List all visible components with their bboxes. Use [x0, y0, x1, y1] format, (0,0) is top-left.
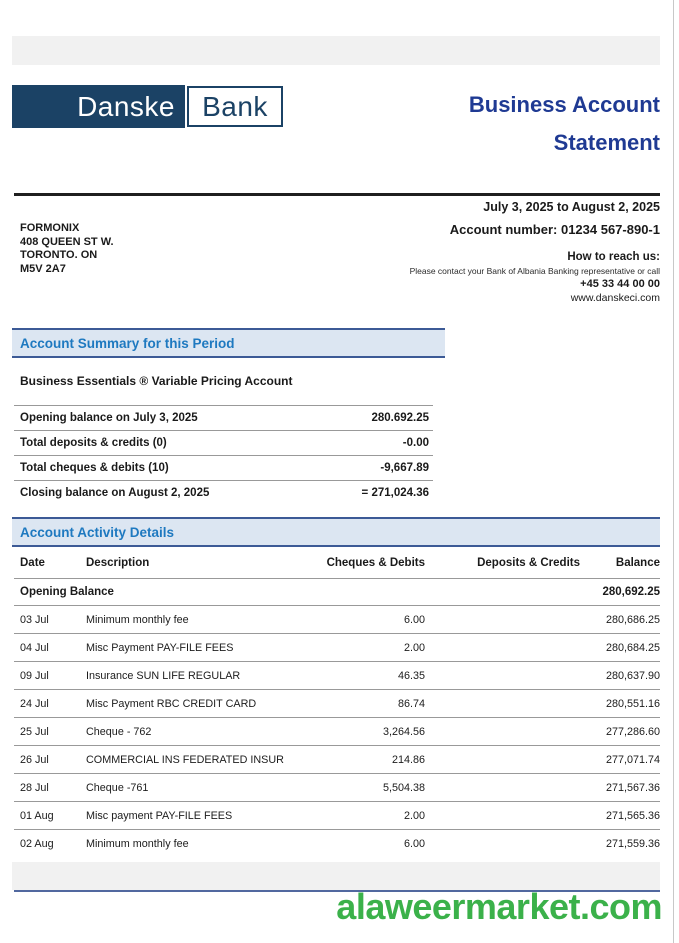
- transaction-row: [14, 745, 660, 773]
- transaction-row: [14, 829, 660, 857]
- transaction-date: 03 Jul: [20, 613, 49, 626]
- transaction-date: 09 Jul: [20, 669, 49, 682]
- summary-row: [14, 480, 433, 505]
- document-title-line1: Business Account: [468, 92, 660, 117]
- document-title: [469, 86, 660, 162]
- transaction-description: Insurance SUN LIFE REGULAR: [86, 669, 241, 682]
- customer-address-line1: 408 QUEEN ST W.: [20, 235, 114, 248]
- transaction-date: 25 Jul: [20, 725, 49, 738]
- customer-address-line3: M5V 2A7: [20, 262, 66, 275]
- transaction-balance: 271,567.36: [605, 781, 660, 794]
- transaction-row: [14, 773, 660, 801]
- summary-row-label: Total cheques & debits (10): [20, 462, 169, 474]
- account-summary-table: [14, 405, 433, 505]
- statement-period: July 3, 2025 to August 2, 2025: [483, 200, 660, 214]
- account-summary-heading: Account Summary for this Period: [20, 335, 235, 351]
- transaction-balance: 271,565.36: [605, 809, 660, 822]
- header-divider-rule: [14, 193, 660, 196]
- transaction-balance: 280,551.16: [605, 697, 660, 710]
- document-title-line2: Statement: [553, 130, 660, 155]
- top-grey-bar: [12, 36, 660, 65]
- page-edge-line: [673, 0, 674, 943]
- watermark-text: alaweermarket.com: [336, 886, 662, 927]
- transaction-balance: 277,286.60: [605, 725, 660, 738]
- account-activity-table: [14, 548, 660, 857]
- transaction-row: [14, 689, 660, 717]
- logo-bank-box: Bank: [187, 86, 283, 127]
- contact-note: Please contact your Bank of Albania Banking representative or call: [409, 266, 660, 276]
- transaction-debit-amount: 6.00: [403, 837, 425, 850]
- transaction-balance: 271,559.36: [605, 837, 660, 850]
- opening-balance-value: 280,692.25: [602, 586, 660, 598]
- transaction-description: Minimum monthly fee: [86, 837, 189, 850]
- summary-row-value: = 271,024.36: [361, 487, 429, 499]
- account-number: Account number: 01234 567-890-1: [449, 222, 660, 237]
- transaction-row: [14, 717, 660, 745]
- transaction-debit-amount: 2.00: [403, 641, 425, 654]
- transaction-date: 01 Aug: [20, 809, 54, 822]
- contact-website: www.danskeci.com: [570, 292, 660, 304]
- summary-row: [14, 405, 433, 430]
- account-activity-heading: Account Activity Details: [20, 524, 175, 540]
- transaction-row: [14, 605, 660, 633]
- summary-row-label: Closing balance on August 2, 2025: [20, 487, 210, 499]
- customer-address-line2: TORONTO. ON: [20, 249, 98, 261]
- account-summary-header: [12, 328, 445, 358]
- activity-table-header-row: [14, 548, 660, 578]
- customer-name: FORMONIX: [20, 222, 80, 234]
- transaction-debit-amount: 214.86: [391, 753, 425, 766]
- transaction-balance: 280,686.25: [605, 613, 660, 626]
- transaction-balance: 280,637.90: [605, 669, 660, 682]
- column-header-description: Description: [86, 557, 150, 569]
- transaction-date: 26 Jul: [20, 753, 49, 766]
- activity-rows: [14, 605, 660, 857]
- transaction-row: [14, 801, 660, 829]
- summary-row-value: -0.00: [402, 437, 429, 449]
- summary-row: [14, 455, 433, 480]
- account-activity-header: [12, 517, 660, 547]
- column-header-date: Date: [20, 557, 45, 569]
- transaction-date: 02 Aug: [20, 837, 54, 850]
- transaction-description: COMMERCIAL INS FEDERATED INSUR: [86, 753, 284, 766]
- summary-row-label: Total deposits & credits (0): [20, 437, 167, 449]
- transaction-date: 04 Jul: [20, 641, 49, 654]
- summary-row: [14, 430, 433, 455]
- column-header-debits: Cheques & Debits: [326, 557, 425, 569]
- transaction-debit-amount: 86.74: [397, 697, 425, 710]
- summary-row-value: 280.692.25: [371, 412, 429, 424]
- column-header-balance: Balance: [615, 557, 660, 569]
- transaction-date: 28 Jul: [20, 781, 49, 794]
- transaction-debit-amount: 6.00: [403, 613, 425, 626]
- transaction-debit-amount: 2.00: [403, 809, 425, 822]
- transaction-description: Misc payment PAY-FILE FEES: [86, 809, 233, 822]
- opening-balance-label: Opening Balance: [20, 586, 114, 598]
- transaction-balance: 277,071.74: [605, 753, 660, 766]
- danske-bank-logo: [12, 85, 283, 128]
- transaction-row: [14, 661, 660, 689]
- contact-block: [410, 251, 660, 304]
- transaction-row: [14, 633, 660, 661]
- logo-danske-box: Danske: [12, 85, 185, 128]
- transaction-description: Misc Payment RBC CREDIT CARD: [86, 697, 257, 710]
- opening-balance-row: [14, 578, 660, 605]
- summary-row-label: Opening balance on July 3, 2025: [20, 412, 198, 424]
- transaction-description: Misc Payment PAY-FILE FEES: [86, 641, 234, 654]
- transaction-balance: 280,684.25: [605, 641, 660, 654]
- transaction-debit-amount: 3,264.56: [382, 725, 425, 738]
- customer-address-block: [20, 222, 114, 276]
- summary-row-value: -9,667.89: [380, 462, 429, 474]
- transaction-date: 24 Jul: [20, 697, 49, 710]
- column-header-credits: Deposits & Credits: [477, 557, 580, 569]
- account-product-name: Business Essentials ® Variable Pricing Account: [20, 374, 293, 388]
- transaction-debit-amount: 5,504.38: [382, 781, 425, 794]
- transaction-debit-amount: 46.35: [397, 669, 425, 682]
- transaction-description: Minimum monthly fee: [86, 613, 189, 626]
- transaction-description: Cheque -761: [86, 781, 149, 794]
- contact-heading: How to reach us:: [567, 251, 660, 263]
- contact-phone: +45 33 44 00 00: [580, 278, 660, 290]
- transaction-description: Cheque - 762: [86, 725, 152, 738]
